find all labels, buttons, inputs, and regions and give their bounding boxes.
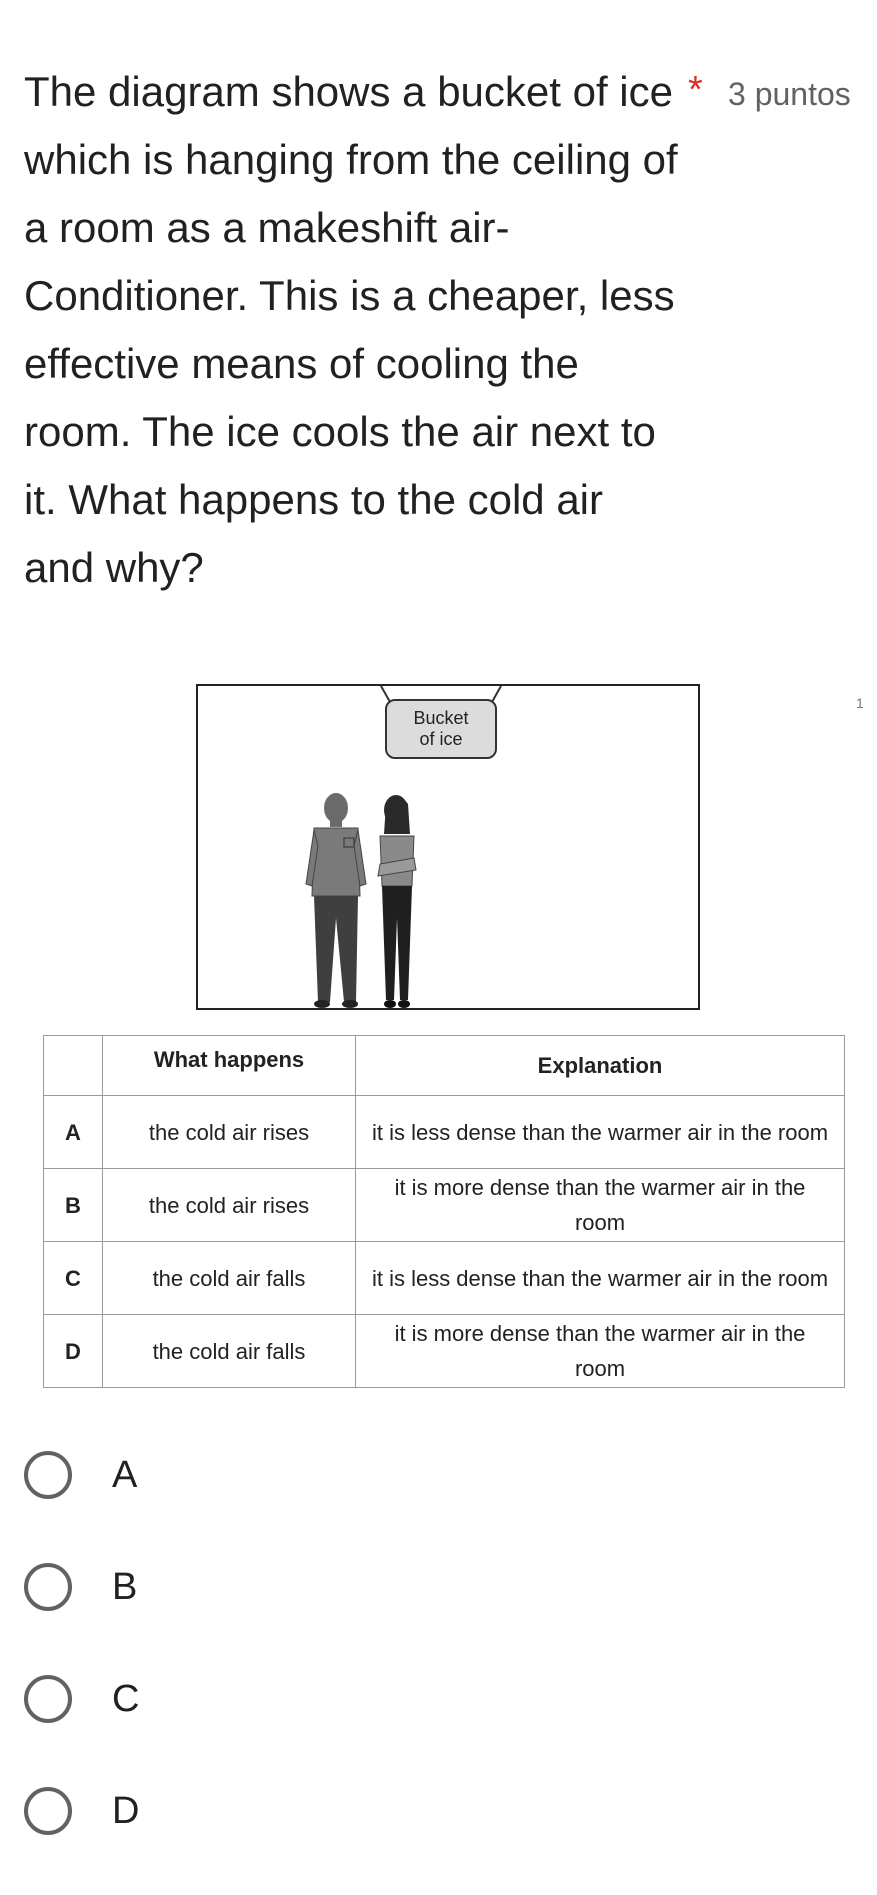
table-cell-letter: C <box>44 1242 103 1315</box>
radio-button[interactable] <box>24 1675 72 1723</box>
table-header-cell <box>44 1036 103 1096</box>
question-figure <box>24 670 864 1390</box>
table-cell-what: the cold air rises <box>103 1169 356 1242</box>
answer-table <box>43 1035 845 1388</box>
table-cell-letter: D <box>44 1315 103 1388</box>
bucket-label-line1: Bucket <box>413 708 469 728</box>
required-asterisk: * <box>688 69 703 111</box>
table-cell-explanation: it is less dense than the warmer air in the room <box>356 1242 845 1315</box>
option-label: B <box>112 1565 138 1608</box>
table-row <box>44 1096 845 1169</box>
table-cell-letter: A <box>44 1096 103 1169</box>
question-text: The diagram shows a bucket of ice which is hanging from the ceiling of a room as a makeshift air-Conditioner. This is a cheaper, less effective means of cooling the room. The ice cools the air next to it. What happens to the cold air and why? <box>24 68 678 591</box>
table-cell-what: the cold air rises <box>103 1096 356 1169</box>
option-d[interactable] <box>24 1783 844 1839</box>
option-a[interactable] <box>24 1447 844 1503</box>
bucket-label <box>386 700 496 758</box>
answer-options <box>24 1447 844 1895</box>
table-row <box>44 1242 845 1315</box>
table-header-cell: Explanation <box>356 1036 845 1096</box>
table-cell-explanation: it is less dense than the warmer air in the room <box>356 1096 845 1169</box>
table-cell-letter: B <box>44 1169 103 1242</box>
option-label: A <box>112 1453 138 1496</box>
table-cell-what: the cold air falls <box>103 1315 356 1388</box>
radio-button[interactable] <box>24 1787 72 1835</box>
radio-button[interactable] <box>24 1563 72 1611</box>
table-cell-explanation: it is more dense than the warmer air in the room <box>356 1169 845 1242</box>
option-label: D <box>112 1789 140 1832</box>
option-b[interactable] <box>24 1559 844 1615</box>
man-figure-icon <box>306 793 366 1008</box>
table-row <box>44 1315 845 1388</box>
table-header-row <box>44 1036 845 1096</box>
question-points: 3 puntos <box>728 76 851 112</box>
table-cell-explanation: it is more dense than the warmer air in the room <box>356 1315 845 1388</box>
table-header-cell: What happens <box>103 1036 356 1096</box>
room-diagram <box>196 684 700 1010</box>
table-cell-what: the cold air falls <box>103 1242 356 1315</box>
woman-figure-icon <box>378 795 416 1008</box>
figure-tick-mark: 1 <box>856 695 864 711</box>
bucket-label-line2: of ice <box>419 729 463 749</box>
option-c[interactable] <box>24 1671 844 1727</box>
option-label: C <box>112 1677 140 1720</box>
radio-button[interactable] <box>24 1451 72 1499</box>
table-row <box>44 1169 845 1242</box>
